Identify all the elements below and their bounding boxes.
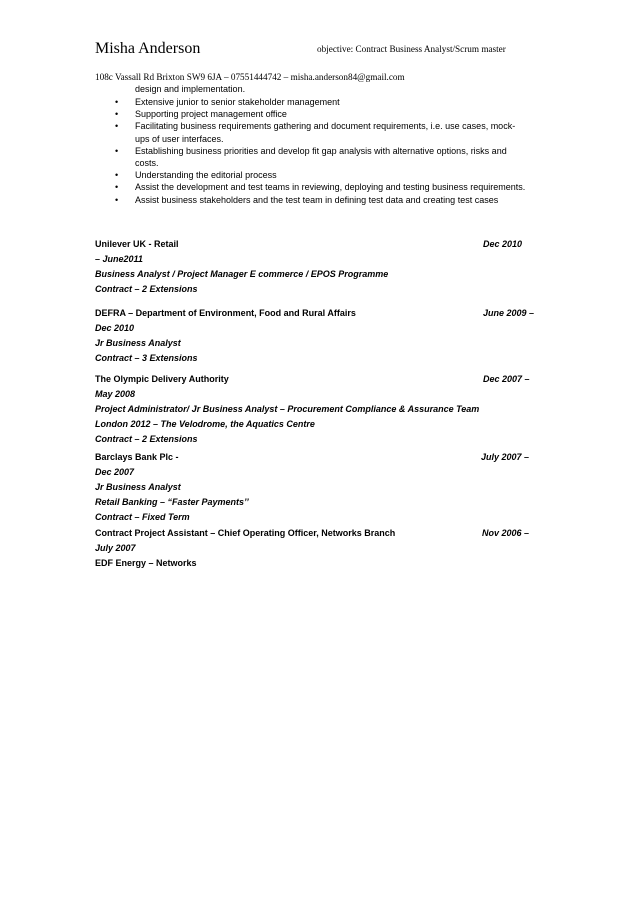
contract-type: Contract – 2 Extensions <box>95 284 198 294</box>
employer-division: EDF Energy – Networks <box>95 558 197 568</box>
bullet-icon: • <box>115 109 119 120</box>
responsibility-item <box>95 120 545 144</box>
bullet-icon: • <box>115 97 119 107</box>
responsibility-text-continued: ups of user interfaces. <box>135 133 224 144</box>
responsibility-text: Assist the development and test teams in reviewing, deploying and testing business requirements. <box>135 182 526 193</box>
date-start: Dec 2010 <box>483 239 523 249</box>
bullet-icon: • <box>115 194 119 205</box>
responsibility-text: Facilitating business requirements gathering and document requirements, i.e. use cases, mock- <box>135 121 516 132</box>
responsibility-item <box>95 108 545 120</box>
bullet-icon: • <box>115 121 119 132</box>
employer-name: Contract Project Assistant – Chief Operating Officer, Networks Branch <box>95 528 396 538</box>
employer-name: DEFRA – Department of Environment, Food and Rural Affairs <box>95 308 356 318</box>
employer-name: The Olympic Delivery Authority <box>95 374 229 384</box>
date-end: Dec 2010 <box>95 323 135 333</box>
role-title: Project Administrator/ Jr Business Analyst – Procurement Compliance & Assurance Team <box>95 404 480 414</box>
experience-entry-defra <box>95 306 545 366</box>
responsibility-text: Establishing business priorities and develop fit gap analysis with alternative options, risks and <box>135 145 507 156</box>
role-title: Jr Business Analyst <box>95 482 181 492</box>
contact-details: 108c Vassall Rd Brixton SW9 6JA – 07551444742 – misha.anderson84@gmail.com <box>95 72 405 82</box>
experience-entry-barclays <box>95 450 545 525</box>
experience-entry-unilever <box>95 237 545 297</box>
responsibility-text: Understanding the editorial process <box>135 170 277 181</box>
objective-statement: objective: Contract Business Analyst/Scrum master <box>317 44 506 54</box>
contract-type: Contract – 2 Extensions <box>95 434 198 444</box>
contract-type: Contract – Fixed Term <box>95 512 190 522</box>
date-end: July 2007 <box>95 543 136 553</box>
responsibility-text: Supporting project management office <box>135 109 287 120</box>
responsibility-item <box>95 181 545 193</box>
candidate-name: Misha Anderson <box>95 40 201 57</box>
bullet-icon: • <box>115 170 119 181</box>
role-detail: London 2012 – The Velodrome, the Aquatics Centre <box>95 419 315 429</box>
responsibility-text: Extensive junior to senior stakeholder management <box>135 97 340 107</box>
experience-entry-oda <box>95 372 545 447</box>
contract-type: Contract – 3 Extensions <box>95 353 198 363</box>
experience-entry-edf <box>95 526 545 571</box>
role-detail: Retail Banking – “Faster Payments’’ <box>95 497 249 507</box>
bullet-icon: • <box>115 145 119 156</box>
responsibility-item <box>95 169 545 181</box>
responsibility-item <box>95 194 545 206</box>
responsibility-item <box>95 145 545 169</box>
date-start: Nov 2006 – <box>482 528 530 538</box>
bullet-icon: • <box>115 182 119 193</box>
employer-name: Barclays Bank Plc - <box>95 452 179 462</box>
role-title: Jr Business Analyst <box>95 338 181 348</box>
responsibility-item <box>95 96 545 108</box>
responsibility-text-continued: costs. <box>135 158 159 169</box>
date-end: May 2008 <box>95 389 136 399</box>
employer-name: Unilever UK - Retail <box>95 239 179 249</box>
date-start: July 2007 – <box>481 452 530 462</box>
date-end: – June2011 <box>95 254 143 264</box>
responsibility-continuation: design and implementation. <box>135 84 246 94</box>
date-start: June 2009 – <box>483 308 535 318</box>
responsibility-list <box>95 96 545 206</box>
responsibility-text: Assist business stakeholders and the test team in defining test data and creating test cases <box>135 194 499 205</box>
role-title: Business Analyst / Project Manager E commerce / EPOS Programme <box>95 269 389 279</box>
resume-header <box>95 40 543 60</box>
date-end: Dec 2007 <box>95 467 135 477</box>
date-start: Dec 2007 – <box>483 374 530 384</box>
